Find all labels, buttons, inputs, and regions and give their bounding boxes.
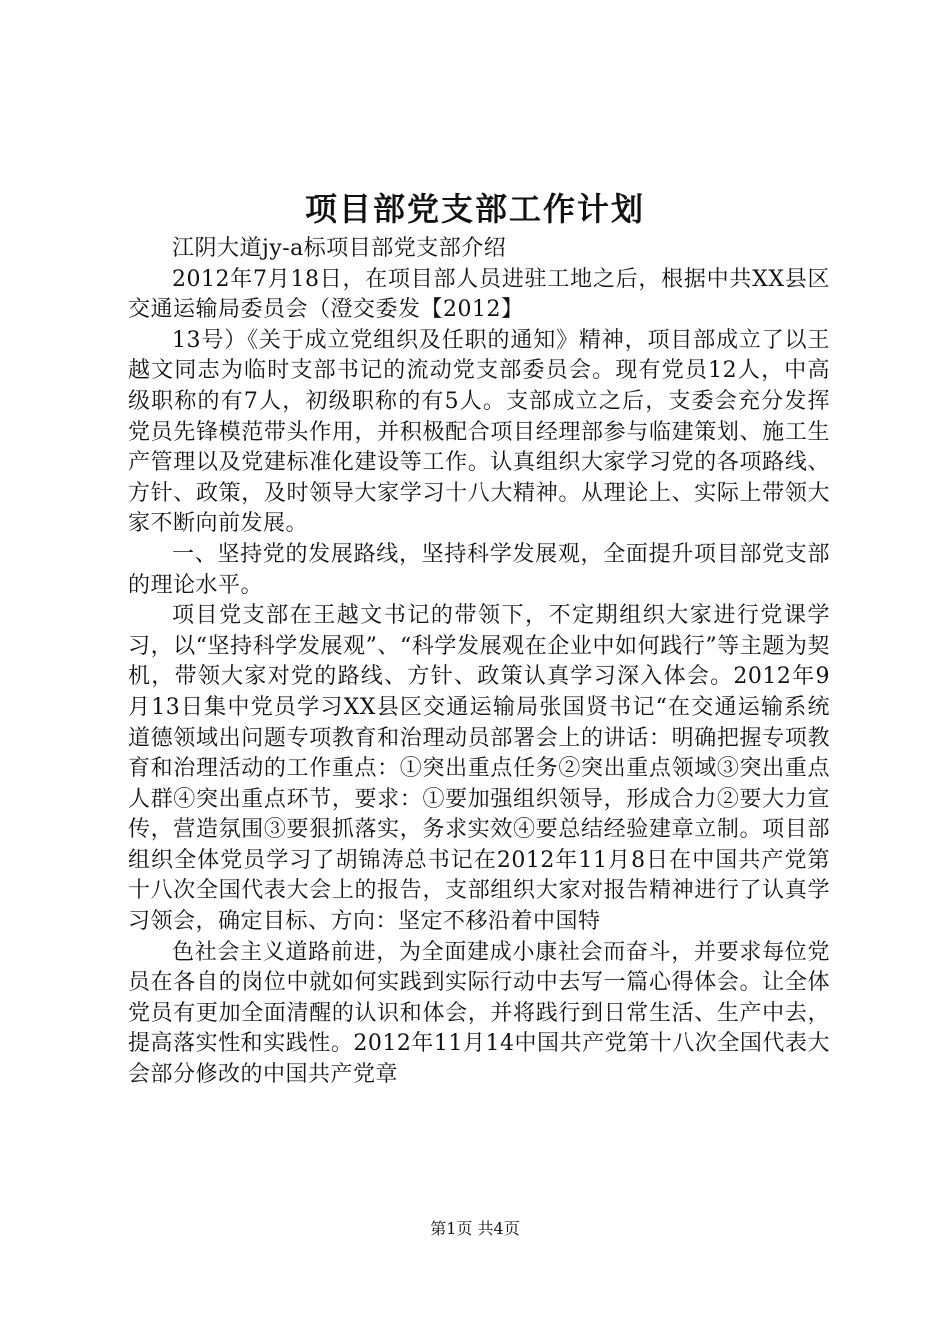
paragraph-study-activities: 项目党支部在王越文书记的带领下，不定期组织大家进行党课学习，以“坚持科学发展观”、“科学发展观在企业中如何践行”等主题为契机，带领大家对党的路线、方针、政策认真学习深入体会。2012年9月13日集中党员学习XX县区交通运输局张国贤书记“在交通运输系统道德领域出问题专项教育和治理动员部署会上的讲话：明确把握专项教育和治理活动的工作重点：①突出重点任务②突出重点领域③突出重点人群④突出重点环节，要求：①要加强组织领导，形成合力②要大力宣传，营造氛围③要狠抓落实，务求实效④要总结经验建章立制。项目部组织全体党员学习了胡锦涛总书记在2012年11月8日在中国共产党第十八次全国代表大会上的报告，支部组织大家对报告精神进行了认真学习领会，确定目标、方向：坚定不移沿着中国特 xyxy=(128,603,830,935)
document-body xyxy=(128,234,830,1091)
paragraph-socialism-path: 色社会主义道路前进，为全面建成小康社会而奋斗，并要求每位党员在各自的岗位中就如何实践到实际行动中去写一篇心得体会。让全体党员有更加全面清醒的认识和体会，并将践行到日常生活、生产中去，提高落实性和实践性。2012年11月14中国共产党第十八次全国代表大会部分修改的中国共产党章 xyxy=(128,939,830,1088)
paragraph-branch-establishment: 13号）《关于成立党组织及任职的通知》精神，项目部成立了以王越文同志为临时支部书记的流动党支部委员会。现有党员12人，中高级职称的有7人，初级职称的有5人。支部成立之后，支委会充分发挥党员先锋模范带头作用，并积极配合项目经理部参与临建策划、施工生产管理以及党建标准化建设等工作。认真组织大家学习党的各项路线、方针、政策，及时领导大家学习十八大精神。从理论上、实际上带领大家不断向前发展。 xyxy=(128,327,830,537)
page-number-footer: 第1页 共4页 xyxy=(430,1219,520,1238)
paragraph-founding-date: 2012年7月18日，在项目部人员进驻工地之后，根据中共XX县区交通运输局委员会（澄交委发【2012】 xyxy=(128,266,830,323)
document-title: 项目部党支部工作计划 xyxy=(304,190,645,228)
paragraph-section-one-heading: 一、坚持党的发展路线，坚持科学发展观，全面提升项目部党支部的理论水平。 xyxy=(128,541,830,598)
paragraph-intro-heading: 江阴大道jy-a标项目部党支部介绍 xyxy=(172,236,507,261)
